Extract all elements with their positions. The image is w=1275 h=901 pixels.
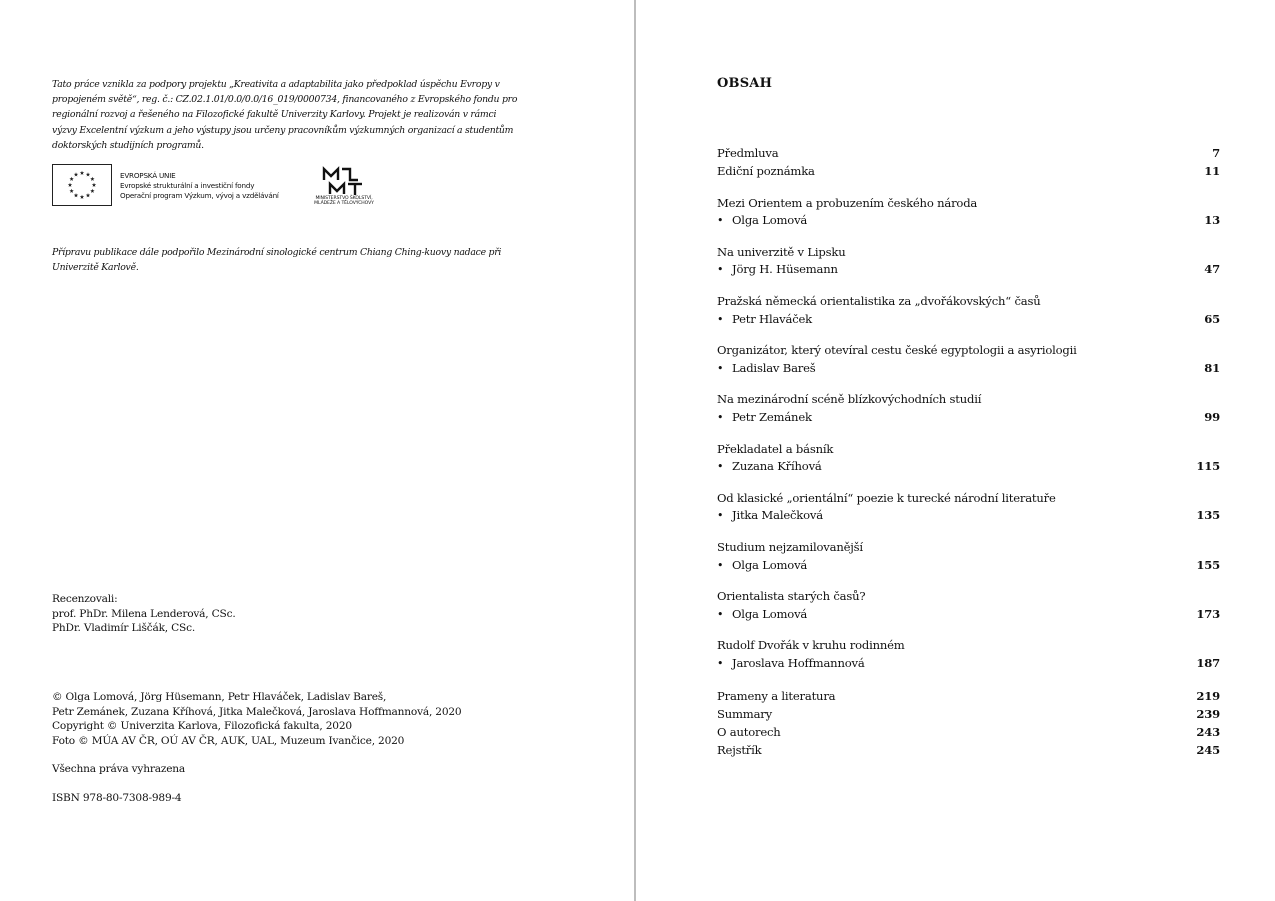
toc-entry bbox=[717, 293, 1220, 311]
eu-star-icon bbox=[90, 189, 94, 193]
msmt-logo-icon bbox=[302, 166, 386, 196]
eu-star-icon bbox=[86, 172, 90, 176]
toc-entry bbox=[717, 163, 1220, 181]
toc-chapter bbox=[717, 293, 1220, 328]
toc-author-row bbox=[717, 261, 1220, 279]
bullet-icon: • bbox=[717, 558, 724, 572]
toc-back-matter bbox=[717, 688, 1220, 759]
toc-page-number: 99 bbox=[1204, 409, 1220, 424]
toc-entry bbox=[717, 145, 1220, 163]
toc-author: Olga Lomová bbox=[732, 557, 808, 572]
copyright-line: © Olga Lomová, Jörg Hüsemann, Petr Hlaváček, Ladislav Bareš, bbox=[52, 691, 387, 703]
toc-entry bbox=[717, 637, 1220, 655]
toc-entry-title: O autorech bbox=[717, 725, 781, 740]
reviewer-name: PhDr. Vladimír Liščák, CSc. bbox=[52, 622, 195, 634]
toc-entry-title: Organizátor, který otevíral cestu české egyptologii a asyriologii bbox=[717, 343, 1077, 358]
toc-chapter bbox=[717, 539, 1220, 574]
toc-entry bbox=[717, 539, 1220, 557]
left-page bbox=[0, 0, 634, 901]
toc-entry bbox=[717, 195, 1220, 213]
toc-chapter bbox=[717, 244, 1220, 279]
toc-entry bbox=[717, 742, 1220, 760]
toc-chapter bbox=[717, 342, 1220, 377]
eu-star-icon bbox=[86, 193, 90, 197]
eu-star-icon bbox=[92, 183, 96, 187]
toc-author-row bbox=[717, 458, 1220, 476]
toc-author-row bbox=[717, 360, 1220, 378]
toc-entry-title: Rudolf Dvořák v kruhu rodinném bbox=[717, 638, 905, 653]
toc-entry-title: Summary bbox=[717, 707, 773, 722]
toc-author: Olga Lomová bbox=[732, 213, 808, 228]
toc-author-row bbox=[717, 655, 1220, 673]
bullet-icon: • bbox=[717, 460, 724, 474]
table-of-contents bbox=[717, 145, 1220, 760]
bullet-icon: • bbox=[717, 312, 724, 326]
toc-author: Zuzana Kříhová bbox=[732, 459, 822, 474]
reviewers-label: Recenzovali: bbox=[52, 593, 118, 605]
eu-star-icon bbox=[68, 183, 72, 187]
bullet-icon: • bbox=[717, 263, 724, 277]
toc-entry bbox=[717, 391, 1220, 409]
toc-author: Ladislav Bareš bbox=[732, 360, 816, 375]
toc-entry bbox=[717, 490, 1220, 508]
toc-author-row bbox=[717, 212, 1220, 230]
isbn: ISBN 978-80-7308-989-4 bbox=[52, 792, 182, 804]
toc-entry-title: Pražská německá orientalistika za „dvořákovských“ časů bbox=[717, 293, 1041, 308]
bullet-icon: • bbox=[717, 607, 724, 621]
toc-page-number: 243 bbox=[1196, 725, 1220, 740]
msmt-caption-line2: MLÁDEŽE A TĚLOVÝCHOVY bbox=[314, 201, 374, 207]
eu-star-icon bbox=[80, 171, 84, 175]
toc-entry bbox=[717, 688, 1220, 706]
toc-page-number: 65 bbox=[1204, 311, 1220, 326]
toc-entry-title: Na mezinárodní scéně blízkovýchodních studií bbox=[717, 392, 982, 407]
toc-entry-title: Předmluva bbox=[717, 146, 779, 160]
toc-entry bbox=[717, 724, 1220, 742]
toc-chapter bbox=[717, 441, 1220, 476]
toc-author-row bbox=[717, 409, 1220, 427]
logos-row bbox=[52, 164, 412, 210]
eu-star-icon bbox=[80, 195, 84, 199]
toc-front-matter bbox=[717, 145, 1220, 181]
toc-entry-title: Orientalista starých časů? bbox=[717, 589, 866, 604]
bullet-icon: • bbox=[717, 656, 724, 670]
toc-author: Jitka Malečková bbox=[732, 508, 823, 523]
bullet-icon: • bbox=[717, 361, 724, 375]
toc-chapter bbox=[717, 391, 1220, 426]
toc-entry-title: Mezi Orientem a probuzením českého národa bbox=[717, 195, 978, 210]
toc-entry-title: Prameny a literatura bbox=[717, 689, 836, 704]
toc-author: Jörg H. Hüsemann bbox=[732, 262, 838, 277]
toc-page-number: 245 bbox=[1196, 742, 1220, 757]
copyright-line: Foto © MÚA AV ČR, OÚ AV ČR, AUK, UAL, Muzeum Ivančice, 2020 bbox=[52, 734, 405, 747]
toc-chapter bbox=[717, 195, 1220, 230]
toc-entry-title: Od klasické „orientální“ poezie k turecké národní literatuře bbox=[717, 490, 1056, 505]
toc-chapter bbox=[717, 490, 1220, 525]
toc-chapter bbox=[717, 588, 1220, 623]
toc-author-row bbox=[717, 557, 1220, 575]
copyright-block bbox=[52, 690, 461, 748]
eu-logo-line2: Evropské strukturální a investiční fondy bbox=[120, 181, 255, 190]
toc-entry-title: Studium nejzamilovanější bbox=[717, 539, 863, 554]
toc-page-number: 187 bbox=[1196, 655, 1220, 670]
toc-author: Petr Zemánek bbox=[732, 409, 812, 424]
toc-entry-title: Překladatel a básník bbox=[717, 441, 834, 456]
toc-author: Olga Lomová bbox=[732, 606, 808, 621]
bullet-icon: • bbox=[717, 214, 724, 228]
toc-page-number: 115 bbox=[1196, 459, 1220, 474]
toc-page-number: 11 bbox=[1204, 163, 1220, 178]
toc-entry-title: Na univerzitě v Lipsku bbox=[717, 244, 846, 259]
msmt-logo bbox=[302, 166, 386, 210]
toc-entry-title: Rejstřík bbox=[717, 742, 762, 757]
reviewers bbox=[52, 592, 236, 636]
toc-entry-title: Ediční poznámka bbox=[717, 163, 815, 178]
eu-star-icon bbox=[69, 189, 73, 193]
toc-page-number: 135 bbox=[1196, 508, 1220, 523]
msmt-caption-line1: MINISTERSTVO ŠKOLSTVÍ, bbox=[315, 196, 373, 201]
toc-author: Petr Hlaváček bbox=[732, 311, 812, 326]
sinology-note: Přípravu publikace dále podpořilo Mezinárodní sinologické centrum Chiang Ching-kuovy nadace při Univerzitě Karlově. bbox=[52, 247, 502, 274]
toc-title: OBSAH bbox=[717, 76, 773, 91]
toc-page-number: 173 bbox=[1196, 606, 1220, 621]
eu-logo-line1: EVROPSKÁ UNIE bbox=[120, 171, 176, 180]
eu-logo-line3: Operační program Výzkum, vývoj a vzdělávání bbox=[120, 191, 279, 200]
msmt-caption bbox=[302, 196, 386, 206]
bullet-icon: • bbox=[717, 509, 724, 523]
toc-page-number: 47 bbox=[1204, 262, 1220, 277]
toc-page-number: 219 bbox=[1196, 689, 1220, 704]
copyright-line: Petr Zemánek, Zuzana Kříhová, Jitka Malečková, Jaroslava Hoffmannová, 2020 bbox=[52, 705, 462, 718]
eu-star-icon bbox=[74, 193, 78, 197]
toc-author: Jaroslava Hoffmannová bbox=[732, 655, 865, 670]
toc-chapter bbox=[717, 637, 1220, 672]
toc-page-number: 155 bbox=[1196, 557, 1220, 572]
toc-page-number: 239 bbox=[1196, 707, 1220, 722]
eu-logo-text bbox=[120, 171, 320, 201]
toc-author-row bbox=[717, 606, 1220, 624]
toc-page-number: 7 bbox=[1212, 146, 1220, 160]
copyright-line: Copyright © Univerzita Karlova, Filozofická fakulta, 2020 bbox=[52, 720, 352, 733]
right-page bbox=[636, 0, 1275, 901]
bullet-icon: • bbox=[717, 410, 724, 424]
toc-entry bbox=[717, 244, 1220, 262]
eu-star-icon bbox=[74, 172, 78, 176]
toc-author-row bbox=[717, 507, 1220, 525]
toc-page-number: 81 bbox=[1204, 360, 1220, 375]
funding-note: Tato práce vznikla za podpory projektu „Kreativita a adaptabilita jako předpoklad úspěchu Evropy v propojeném světě“, reg. č.: CZ.02.1.01/0.0/0.0/16_019/0000734, financovaného z Evropského fondu pro regionální rozvoj a řešeného na Filozofické fakultě Univerzity Karlovy. Projekt je realizován v rámci výzvy Excelentní výzkum a jeho výstupy jsou určeny pracovníkům výzkumných organizací a studentům doktorských studijních programů. bbox=[52, 79, 518, 151]
toc-entry bbox=[717, 588, 1220, 606]
rights-reserved: Všechna práva vyhrazena bbox=[52, 763, 186, 775]
toc-author-row bbox=[717, 311, 1220, 329]
toc-page-number: 13 bbox=[1204, 213, 1220, 228]
eu-star-icon bbox=[69, 177, 73, 181]
toc-entry bbox=[717, 706, 1220, 724]
eu-star-icon bbox=[90, 177, 94, 181]
toc-entry bbox=[717, 441, 1220, 459]
toc-entry bbox=[717, 342, 1220, 360]
reviewer-name: prof. PhDr. Milena Lenderová, CSc. bbox=[52, 607, 236, 620]
eu-flag-icon bbox=[52, 164, 112, 206]
